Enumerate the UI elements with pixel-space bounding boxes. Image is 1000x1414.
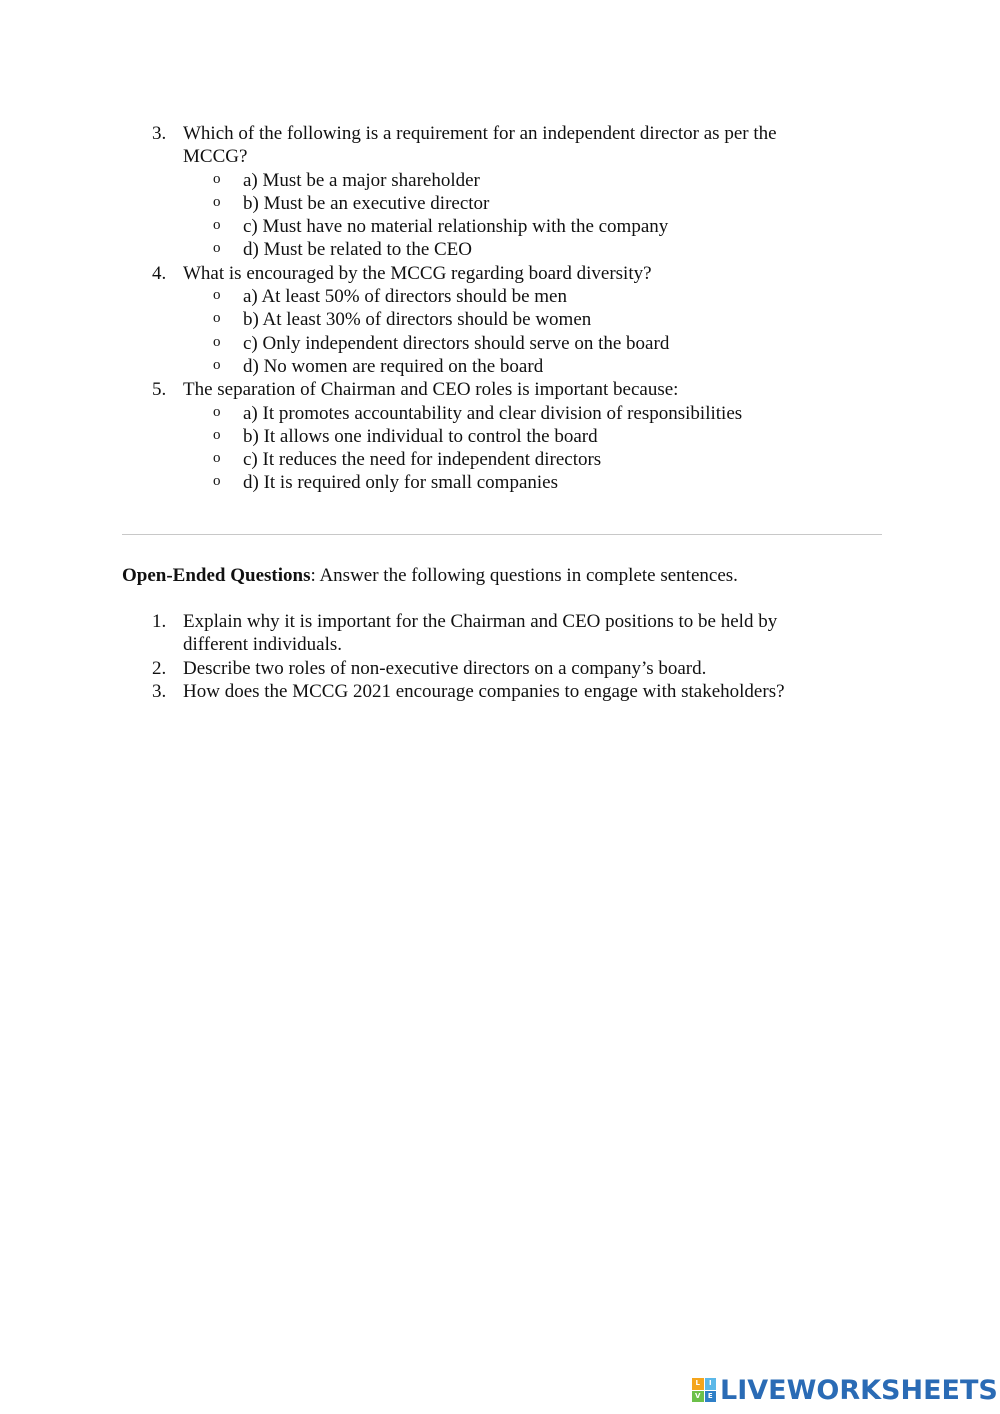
- bullet-icon: o: [213, 426, 221, 443]
- question-number: 2.: [152, 657, 167, 679]
- option-item: [213, 425, 1000, 448]
- bullet-icon: o: [213, 356, 221, 373]
- option-text: b) It allows one individual to control the board: [243, 425, 598, 447]
- bullet-icon: o: [213, 450, 221, 467]
- option-text: a) Must be a major shareholder: [243, 169, 480, 191]
- option-text: a) It promotes accountability and clear division of responsibilities: [243, 402, 743, 424]
- option-text: c) It reduces the need for independent directors: [243, 449, 602, 471]
- question-number: 4.: [152, 262, 167, 284]
- option-text: d) Must be related to the CEO: [243, 239, 473, 261]
- bullet-icon: o: [213, 217, 221, 234]
- option-text: d) No women are required on the board: [243, 355, 544, 377]
- question-number: 3.: [152, 680, 167, 702]
- option-text: c) Must have no material relationship with the company: [243, 216, 669, 238]
- open-question-1: [152, 610, 833, 657]
- liveworksheets-logo: [692, 1374, 998, 1406]
- question-text: Explain why it is important for the Chairman and CEO positions to be held by: [183, 611, 778, 632]
- multiple-choice-section: [0, 122, 1000, 495]
- option-item: [213, 355, 1000, 378]
- question-3: [152, 122, 833, 169]
- bullet-icon: o: [213, 403, 221, 420]
- option-item: [213, 448, 1000, 471]
- option-text: d) It is required only for small companies: [243, 472, 559, 494]
- open-question-3: [152, 680, 833, 703]
- option-item: [213, 308, 1000, 331]
- option-item: [213, 215, 1000, 238]
- open-ended-heading: [122, 564, 882, 587]
- bullet-icon: o: [213, 473, 221, 490]
- question-text: Describe two roles of non-executive directors on a company’s board.: [183, 657, 707, 679]
- bullet-icon: o: [213, 287, 221, 304]
- logo-text: LIVEWORKSHEETS: [720, 1374, 998, 1406]
- open-ended-heading-bold: Open-Ended Questions: [122, 565, 311, 586]
- option-item: [213, 332, 1000, 355]
- bullet-icon: o: [213, 310, 221, 327]
- question-number: 5.: [152, 379, 167, 401]
- logo-letter: L: [692, 1378, 704, 1390]
- option-item: [213, 238, 1000, 261]
- option-item: [213, 471, 1000, 494]
- question-text: What is encouraged by the MCCG regarding board diversity?: [183, 262, 652, 284]
- question-4: [152, 262, 833, 285]
- option-item: [213, 192, 1000, 215]
- option-item: [213, 169, 1000, 192]
- question-text-continued: different individuals.: [183, 634, 343, 656]
- option-text: b) At least 30% of directors should be women: [243, 309, 592, 331]
- logo-letter: V: [692, 1391, 704, 1403]
- option-item: [213, 285, 1000, 308]
- logo-letter: E: [705, 1391, 717, 1403]
- option-item: [213, 402, 1000, 425]
- open-ended-heading-instructions: : Answer the following questions in complete sentences.: [310, 565, 738, 586]
- bullet-icon: o: [213, 193, 221, 210]
- question-5: [152, 378, 833, 401]
- option-text: c) Only independent directors should serve on the board: [243, 332, 670, 354]
- logo-letter: I: [705, 1378, 717, 1390]
- horizontal-divider: [122, 534, 882, 535]
- option-text: b) Must be an executive director: [243, 192, 490, 214]
- option-text: a) At least 50% of directors should be men: [243, 286, 567, 308]
- bullet-icon: o: [213, 170, 221, 187]
- question-number: 1.: [152, 611, 167, 632]
- question-text: How does the MCCG 2021 encourage companies to engage with stakeholders?: [183, 680, 785, 702]
- question-number: 3.: [152, 123, 167, 144]
- open-question-2: [152, 657, 833, 680]
- question-text: Which of the following is a requirement for an independent director as per the: [183, 123, 777, 144]
- bullet-icon: o: [213, 333, 221, 350]
- question-text: The separation of Chairman and CEO roles is important because:: [183, 379, 679, 401]
- bullet-icon: o: [213, 240, 221, 257]
- logo-icon: [692, 1378, 716, 1402]
- question-text-continued: MCCG?: [183, 146, 248, 168]
- open-ended-list: [0, 610, 1000, 703]
